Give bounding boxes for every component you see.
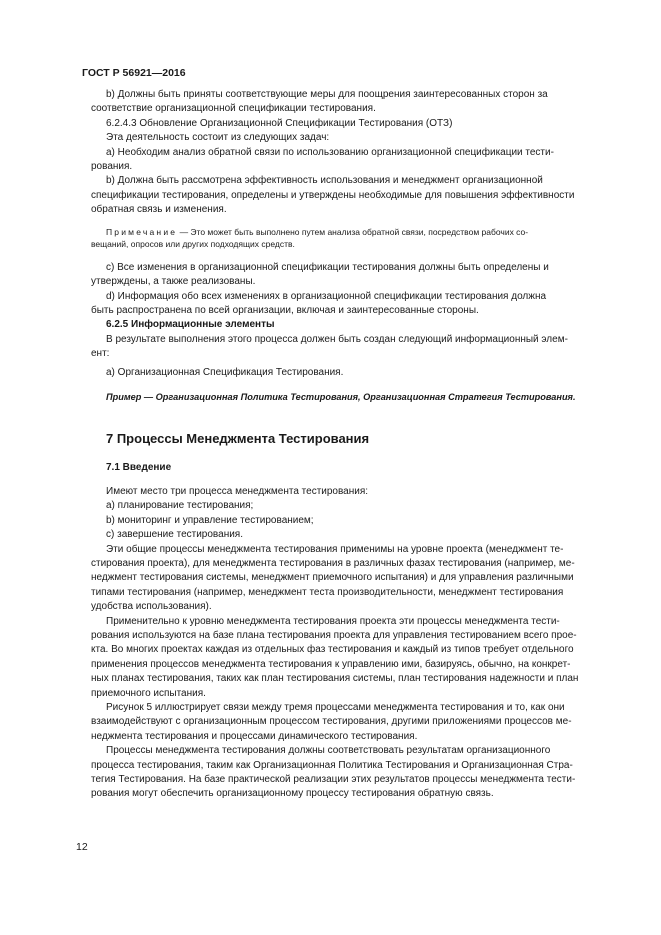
text-line: быть распространена по всей организации, включая и заинтересованные стороны.: [91, 305, 479, 317]
text-line: Применительно к уровню менеджмента тестирования проекта эти процессы менеджмента тести-: [106, 615, 560, 627]
text-line: процесса тестирования, таким как Организационная Политика Тестирования и Организационная Стра-: [91, 759, 573, 771]
text-line: взаимодействуют с организационным процессом тестирования, другими приложениями процессов ме-: [91, 716, 572, 728]
note: [91, 226, 613, 251]
paragraph-1: [91, 543, 613, 615]
page-number: 12: [76, 841, 88, 853]
tasks-intro: Эта деятельность состоит из следующих задач:: [106, 132, 330, 144]
text-line: Эти общие процессы менеджмента тестирования применимы на уровне проекта (менеджмент те-: [106, 543, 564, 555]
task-d: [91, 290, 613, 319]
text-line: d) Информация обо всех изменениях в организационной спецификации тестирования должна: [106, 290, 547, 302]
processes-intro: Имеют место три процесса менеджмента тестирования:: [106, 485, 369, 497]
text-line: ент:: [91, 348, 110, 360]
example-text: Пример — Организационная Политика Тестирования, Организационная Стратегия Тестирования.: [106, 392, 576, 403]
text-line: рования.: [91, 161, 133, 173]
standard-header: ГОСТ Р 56921—2016: [82, 67, 186, 79]
note-text: вещаний, опросов или других подходящих средств.: [91, 239, 295, 250]
text-line: ных планах тестирования, таких как план тестирования системы, план тестирования надежности и план: [91, 673, 579, 685]
paragraph-3: [91, 701, 613, 744]
text-line: неджмента тестирования и процессами динамического тестирования.: [91, 730, 418, 742]
text-line: рования могут обеспечить организационному процессу тестирования обратную связь.: [91, 788, 494, 800]
text-line: Рисунок 5 иллюстрирует связи между тремя процессами менеджмента тестирования и то, как они: [106, 702, 565, 713]
text-line: рования используются на базе плана тестирования проекта для управления тестированием всего прое-: [91, 629, 577, 641]
task-c: [91, 261, 613, 290]
text-line: обратная связь и изменения.: [91, 204, 227, 216]
text-line: применения процессов менеджмента тестирования к управлению ими, базируясь, обычно, на конкрет-: [91, 658, 571, 670]
note-label: Примечание: [106, 226, 178, 237]
text-line: удобства использования).: [91, 601, 212, 613]
text-line: приемочного испытания.: [91, 687, 206, 699]
text-line: неджмент тестирования системы, менеджмент приемочного испытания) и для управления различными: [91, 572, 574, 584]
list-item: b) мониторинг и управление тестированием;: [106, 514, 314, 526]
text-line: c) Все изменения в организационной спецификации тестирования должны быть определены и: [106, 261, 549, 273]
list-item: а) планирование тестирования;: [106, 500, 254, 512]
text-line: типами тестирования (например, менеджмент теста производительности, менеджмент тестирования: [91, 586, 564, 598]
task-b: [91, 174, 613, 217]
text-line: кта. Во многих проектах каждая из отдельных фаз тестирования и каждый из типов требует отдельного: [91, 644, 574, 656]
clause-heading-625: 6.2.5 Информационные элементы: [106, 319, 275, 331]
paragraph-b-cont: [91, 88, 613, 117]
text-line: соответствие организационной спецификации тестирования.: [91, 103, 376, 115]
text-line: В результате выполнения этого процесса должен быть создан следующий информационный элем-: [106, 333, 568, 345]
text-line: b) Должна быть рассмотрена эффективность использования и менеджмент организационной: [106, 175, 543, 187]
info-item-a: а) Организационная Спецификация Тестирования.: [106, 366, 344, 378]
text-line: спецификации тестирования, определены и утверждены необходимые для повышения эффективности: [91, 189, 575, 201]
text-line: стирования проекта), для менеджмента тестирования в различных фазах тестирования (например, ме-: [91, 557, 575, 569]
text-line: а) Необходим анализ обратной связи по использованию организационной спецификации тести-: [106, 146, 554, 158]
paragraph-2: [91, 615, 613, 701]
text-line: Процессы менеджмента тестирования должны соответствовать результатам организационного: [106, 745, 551, 757]
note-text: — Это может быть выполнено путем анализа обратной связи, посредством рабочих со-: [177, 226, 529, 237]
section-heading-7: 7 Процессы Менеджмента Тестирования: [106, 430, 370, 446]
clause-heading-6243: 6.2.4.3 Обновление Организационной Спецификации Тестирования (ОТЗ): [106, 117, 453, 129]
info-intro: [91, 333, 613, 362]
list-item: c) завершение тестирования.: [106, 529, 243, 541]
task-a: [91, 146, 613, 175]
text-line: b) Должны быть приняты соответствующие меры для поощрения заинтересованных сторон за: [106, 89, 548, 100]
section-heading-71: 7.1 Введение: [106, 461, 172, 473]
page-content: [91, 88, 613, 802]
text-line: утверждены, а также реализованы.: [91, 276, 256, 288]
text-line: тегия Тестирования. На базе практической реализации этих результатов процессы менеджмента тести-: [91, 774, 576, 786]
paragraph-4: [91, 744, 613, 802]
